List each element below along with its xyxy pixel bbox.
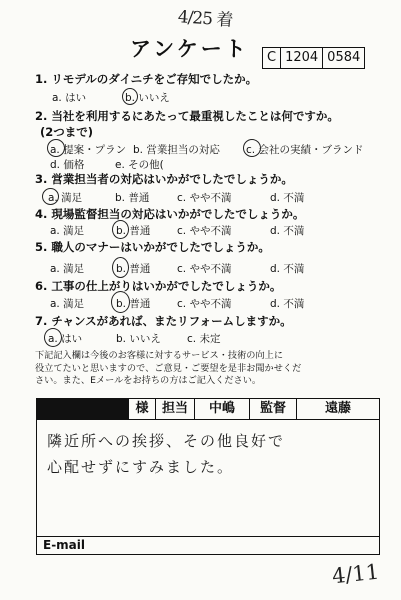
supervisor-label: 監督 — [249, 399, 296, 419]
q3-option-d[interactable]: d. 不満 — [270, 192, 305, 204]
q5-option-d[interactable]: d. 不満 — [270, 263, 305, 275]
question-7: 7. チャンスがあれば、またリフォームしますか。 — [35, 314, 292, 328]
q4-option-d[interactable]: d. 不満 — [270, 225, 305, 237]
q5-option-a[interactable]: a. 満足 — [50, 263, 85, 275]
instruction-line: さい。また、Eメールをお持ちの方はご記入ください。 — [35, 375, 262, 386]
q1-answer-circle — [122, 88, 138, 105]
question-3: 3. 営業担当者の対応はいかがでしたでしょうか。 — [35, 172, 293, 186]
q3-option-b[interactable]: b. 普通 — [115, 192, 150, 204]
comment-instructions — [35, 350, 380, 388]
q6-answer-circle — [111, 291, 130, 313]
q4-option-a[interactable]: a. 満足 — [50, 225, 85, 237]
form-code-prefix: C — [263, 48, 281, 68]
question-2: 2. 当社を利用するにあたって最重視したことは何ですか。 — [35, 109, 339, 123]
email-label: E-mail — [43, 538, 86, 552]
q2-option-c[interactable]: c. 会社の実績・ブランド — [246, 144, 364, 156]
q2-answer-circle-c — [243, 139, 261, 157]
form-code-part2: 0584 — [327, 50, 361, 65]
comment-line: 隣近所への挨拶、その他良好で — [47, 432, 286, 450]
q7-option-a[interactable]: a. はい — [48, 333, 83, 345]
instruction-line: 役立てたいと思いますので、ご意見・ご要望を是非お聞かせくだ — [35, 362, 302, 374]
q5-answer-circle — [112, 257, 129, 278]
q6-option-d[interactable]: d. 不満 — [270, 298, 305, 310]
q5-option-c[interactable]: c. やや不満 — [177, 263, 232, 275]
handwritten-sequence-number: 4/11 — [330, 559, 381, 589]
q1-option-a[interactable]: a. はい — [52, 92, 87, 104]
q4-option-c[interactable]: c. やや不満 — [177, 225, 232, 237]
q2-option-b[interactable]: b. 営業担当の対応 — [133, 144, 220, 156]
q2-option-e[interactable]: e. その他( — [115, 159, 164, 171]
q7-answer-circle — [44, 328, 62, 347]
instruction-line: 下記記入欄は今後のお客様に対するサービス・技術の向上に — [35, 350, 284, 361]
q7-option-c[interactable]: c. 未定 — [187, 333, 221, 345]
handwritten-received-date: 4/25 着 — [177, 7, 234, 31]
q6-option-a[interactable]: a. 満足 — [50, 298, 85, 310]
honorific-label: 様 — [135, 401, 149, 416]
supervisor-name: 遠藤 — [296, 399, 379, 419]
q4-option-b[interactable]: b. 普通 — [116, 225, 151, 237]
q7-option-b[interactable]: b. いいえ — [116, 333, 161, 345]
question-2-subtext: (2つまで) — [40, 125, 94, 139]
q3-answer-circle — [42, 188, 59, 205]
question-6: 6. 工事の仕上がりはいかがでしたでしょうか。 — [35, 279, 282, 293]
q1-option-b[interactable]: b. いいえ — [125, 92, 170, 104]
survey-title: アンケート — [130, 37, 249, 61]
q2-answer-circle-a — [47, 139, 65, 157]
email-row[interactable] — [36, 536, 380, 555]
q5-option-b[interactable]: b. 普通 — [116, 263, 151, 275]
q2-option-a[interactable]: a. 提案・プラン — [50, 144, 127, 156]
comment-box[interactable] — [36, 418, 380, 537]
sales-rep-name: 中嶋 — [194, 399, 249, 419]
q6-option-b[interactable]: b. 普通 — [116, 298, 151, 310]
q6-option-c[interactable]: c. やや不満 — [177, 298, 232, 310]
handwritten-comment — [47, 428, 367, 480]
form-code-part1: 1204 — [281, 48, 323, 68]
question-5: 5. 職人のマナーはいかがでしたでしょうか。 — [35, 240, 270, 254]
sales-rep-label: 担当 — [155, 399, 194, 419]
q2-option-d[interactable]: d. 価格 — [50, 159, 85, 171]
comment-line: 心配せずにすみました。 — [47, 458, 235, 476]
q3-option-a[interactable]: a. 満足 — [48, 192, 83, 204]
q4-answer-circle — [112, 220, 129, 239]
redacted-customer-name — [37, 399, 129, 419]
q3-option-c[interactable]: c. やや不満 — [177, 192, 232, 204]
question-1: 1. リモデルのダイニチをご存知でしたか。 — [35, 72, 258, 86]
customer-staff-row — [36, 398, 380, 420]
question-4: 4. 現場監督担当の対応はいかがでしたでしょうか。 — [35, 207, 305, 221]
form-code-box — [262, 47, 365, 69]
